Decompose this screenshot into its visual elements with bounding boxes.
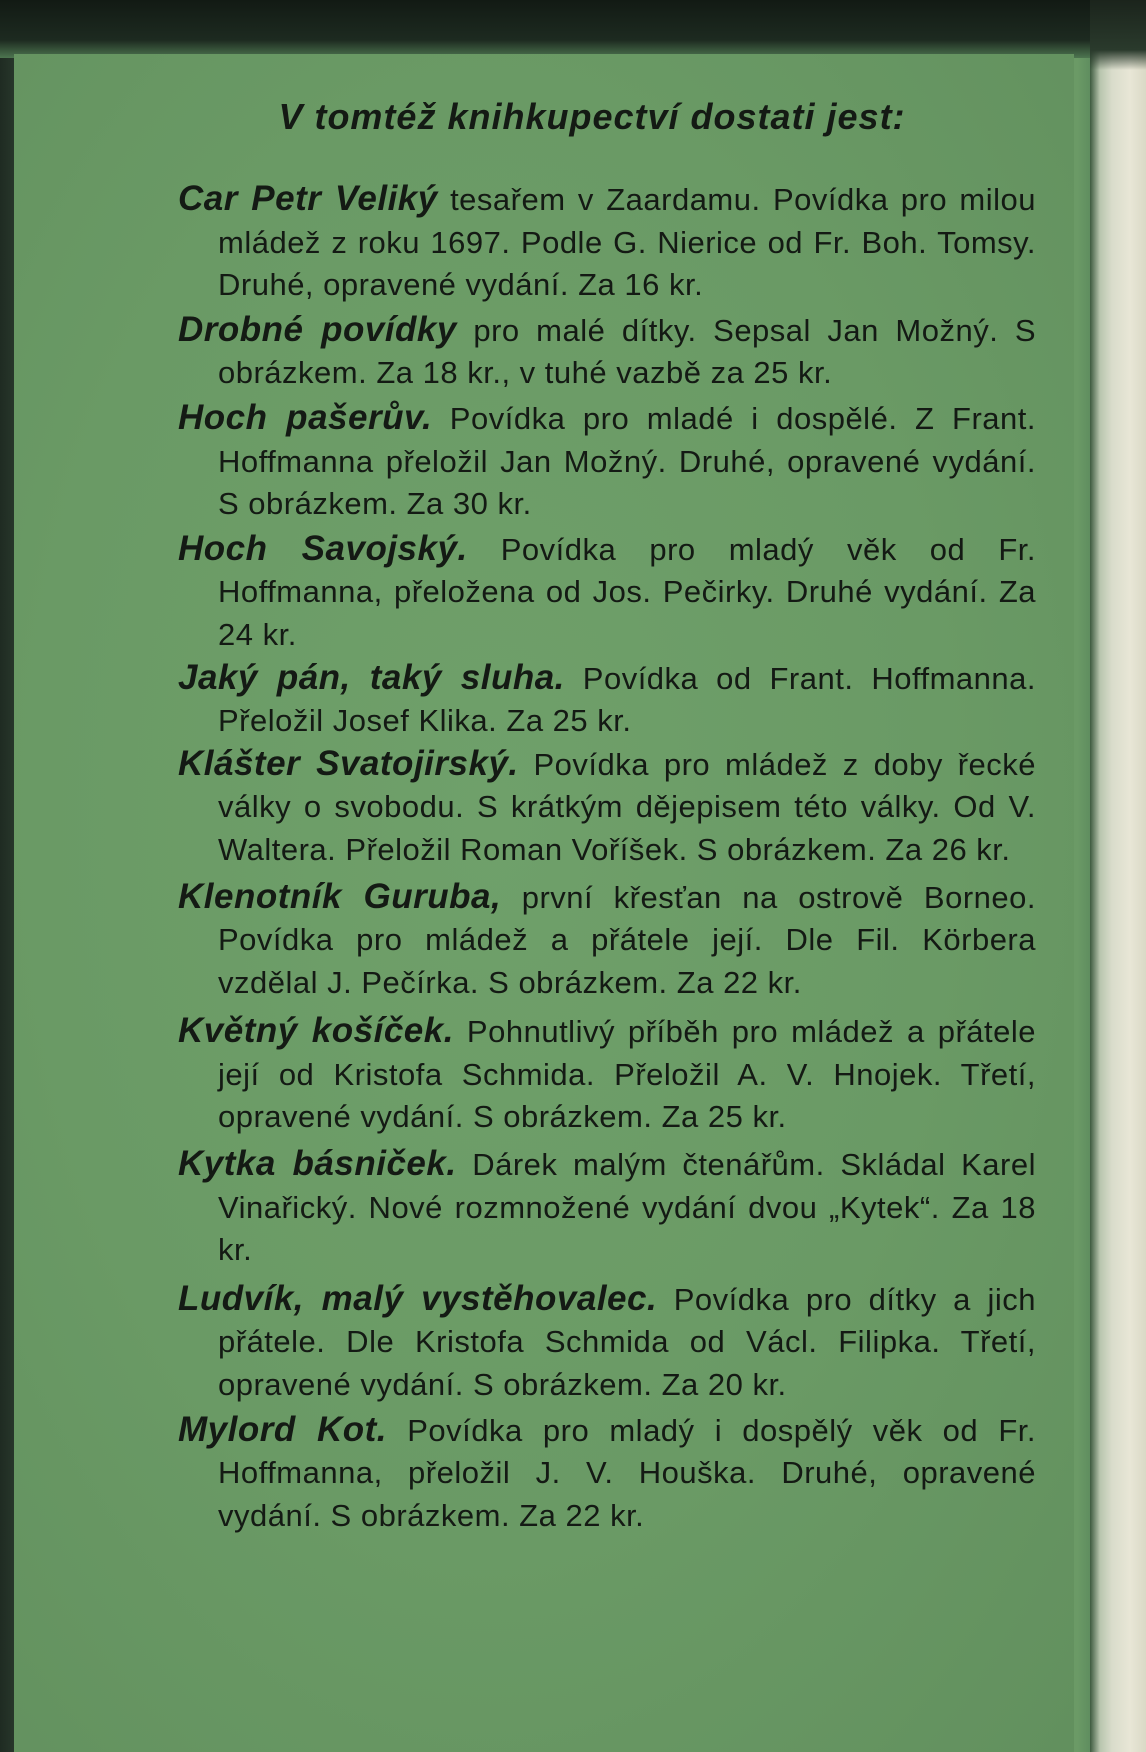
book-description: Pohnutlivý příběh pro mládež a přátele její od Kristofa Schmida. Přeložil A. V. Hnojek. Třetí, opravené vydání. S obrázkem. Za 25 kr. — [218, 1014, 1036, 1135]
book-description: Povídka pro mladý i dospělý věk od Fr. Hoffmanna, přeložil J. V. Houška. Druhé, opravené vydání. S obrázkem. Za 22 kr. — [218, 1412, 1036, 1533]
book-title: Car Petr Veliký — [178, 179, 438, 218]
book-title: Drobné povídky — [178, 309, 457, 349]
book-entry — [178, 1010, 1036, 1139]
book-entry — [178, 876, 1036, 1005]
book-entry — [178, 1409, 1036, 1538]
book-description: Povídka pro mladý věk od Fr. Hoffmanna, přeložena od Jos. Pečirky. Druhé vydání. Za 24 kr. — [218, 531, 1036, 652]
book-description: první křesťan na ostrově Borneo. Povídka pro mládež a přátele její. Dle Fil. Körbera vzdělal J. Pečírka. S obrázkem. Za 22 kr. — [218, 879, 1036, 1000]
book-title: Klenotník Guruba, — [178, 876, 502, 916]
page-edge-shadow — [1090, 0, 1146, 70]
top-shadow — [0, 0, 1146, 58]
book-entry — [178, 528, 1036, 657]
book-entry — [178, 1143, 1036, 1272]
book-title: Ludvík, malý vystěhovalec. — [178, 1278, 658, 1318]
book-title: Klášter Svatojirský. — [178, 743, 519, 783]
advertisement-text — [178, 96, 1036, 1537]
book-title: Mylord Kot. — [178, 1409, 388, 1449]
book-title: Hoch Savojský. — [178, 528, 468, 568]
page-heading: V tomtéž knihkupectví dostati jest: — [278, 96, 906, 137]
book-title: Květný košíček. — [178, 1011, 454, 1051]
book-entry — [178, 178, 1036, 307]
book-title: Jaký pán, taký sluha. — [178, 657, 565, 697]
page-edge — [1090, 0, 1146, 1752]
book-entry — [178, 657, 1036, 743]
book-description: Povídka od Frant. Hoffmanna. Přeložil Josef Klika. Za 25 kr. — [218, 660, 1037, 739]
book-title: Kytka básniček. — [178, 1144, 457, 1184]
book-entry — [178, 743, 1036, 872]
book-description: Povídka pro mladé i dospělé. Z Frant. Hoffmanna přeložil Jan Možný. Druhé, opravené vydání. S obrázkem. Za 30 kr. — [218, 400, 1036, 522]
book-title: Hoch pašerův. — [178, 397, 433, 437]
book-description: pro malé dítky. Sepsal Jan Možný. S obrázkem. Za 18 kr., v tuhé vazbě za 25 kr. — [218, 312, 1036, 391]
book-description: Povídka pro dítky a jich přátele. Dle Kristofa Schmida od Václ. Filipka. Třetí, opravené vydání. S obrázkem. Za 20 kr. — [218, 1281, 1036, 1403]
book-description: Dárek malým čtenářům. Skládal Karel Vinařický. Nové rozmnožené vydání dvou „Kytek“. Za 18 kr. — [218, 1147, 1036, 1268]
book-entry — [178, 397, 1036, 526]
book-entry — [178, 309, 1036, 395]
book-description: Povídka pro mládež z doby řecké války o svobodu. S krátkým dějepisem této války. Od V. Waltera. Přeložil Roman Voříšek. S obrázkem. Za 26 kr. — [218, 746, 1036, 867]
book-entry — [178, 1278, 1036, 1407]
book-description: tesařem v Zaardamu. Povídka pro milou mládež z roku 1697. Podle G. Nierice od Fr. Boh. Tomsy. Druhé, opravené vydání. Za 16 kr. — [218, 182, 1036, 303]
